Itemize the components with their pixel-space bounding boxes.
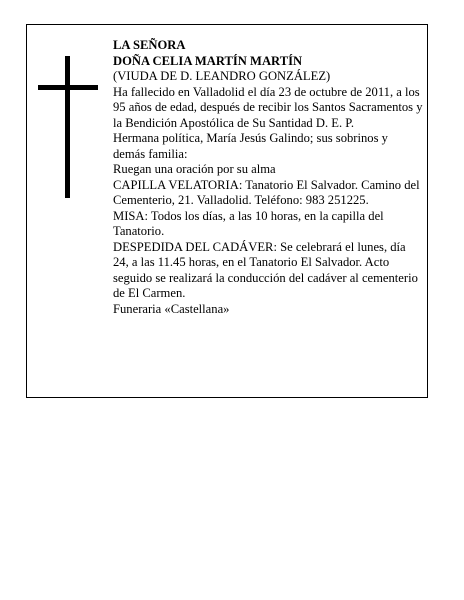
mass-paragraph: MISA: Todos los días, a las 10 horas, en la capilla del Tanatorio. (113, 208, 384, 238)
funeral-home: Funeraria «Castellana» (113, 301, 230, 316)
cross-icon (38, 56, 98, 198)
death-paragraph: Ha fallecido en Valladolid el día 23 de octubre de 2011, a los 95 años de edad, después de recibir los Santos Sacramentos y la Bendición Apostólica de Su Santidad D. E. P. (113, 84, 423, 130)
cross-vertical-bar (65, 56, 70, 198)
widow-line: (VIUDA DE D. LEANDRO GONZÁLEZ) (113, 69, 331, 83)
farewell-paragraph: DESPEDIDA DEL CADÁVER: Se celebrará el lunes, día 24, a las 11.45 horas, en el Tanatorio El Salvador. Acto seguido se realizará la conducción del cadáver al cementerio de El Carmen. (113, 239, 418, 300)
family-paragraph: Hermana política, María Jesús Galindo; sus sobrinos y demás familia: (113, 131, 388, 161)
deceased-name: DOÑA CELIA MARTÍN MARTÍN (113, 53, 303, 68)
chapel-paragraph: CAPILLA VELATORIA: Tanatorio El Salvador. Camino del Cementerio, 21. Valladolid. Teléfono: 983 251225. (113, 177, 420, 207)
obituary-text (113, 38, 423, 317)
cross-horizontal-bar (38, 85, 98, 90)
heading-title: LA SEÑORA (113, 38, 186, 52)
prayer-line: Ruegan una oración por su alma (113, 162, 276, 176)
